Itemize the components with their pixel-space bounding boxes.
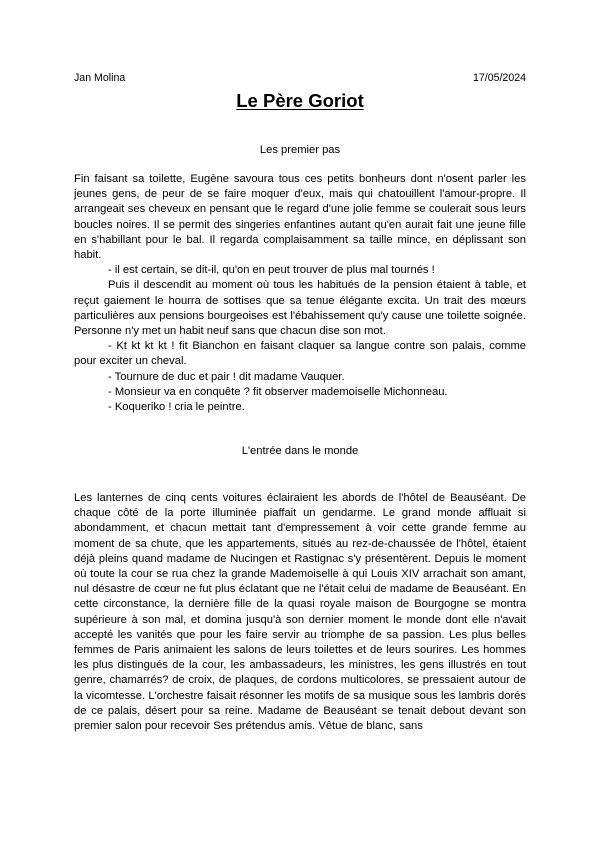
author-name: Jan Molina <box>74 72 126 84</box>
paragraph: Les lanternes de cinq cents voitures éclairaient les abords de l'hôtel de Beauséant. De chaque côté de la porte illuminée piaffait un gendarme. Le grand monde affluait si abondamment, et chacun mettait tant d'empressement à voir cette grande femme au moment de sa chute, que les appartements, situés au rez-de-chaussée de l'hôtel, étaient déjà pleins quand madame de Nucingen et Rastignac s'y présentèrent. Depuis le moment où toute la cour se rua chez la grande Mademoiselle à qui Louis XIV arrachait son amant, nul désastre de cœur ne fut plus éclatant que ne l'était celui de madame de Beauséant. En cette circonstance, la dernière fille de la quasi royale maison de Bourgogne se montra supérieure à son mal, et domina jusqu'à son dernier moment le monde dont elle n'avait accepté les vanités que pour les faire servir au triomphe de sa passion. Les plus belles femmes de Paris animaient les salons de leurs toilettes et de leurs sourires. Les hommes les plus distingués de la cour, les ambassadeurs, les ministres, les gens illustrés en tout genre, chamarrés? de croix, de plaques, de cordons multicolores, se pressaient autour de la vicomtesse. L'orchestre faisait résonner les motifs de sa musique sous les lambris dorés de ce palais, désert pour sa reine. Madame de Beauséant se tenait debout devant son premier salon pour recevoir Ses prétendus amis. Vêtue de blanc, sans <box>74 492 526 733</box>
document-date: 17/05/2024 <box>472 72 526 84</box>
dialogue-line: - Monsieur va en conquête ? fit observer mademoiselle Michonneau. <box>108 385 448 398</box>
paragraph: Fin faisant sa toilette, Eugène savoura tous ces petits bonheurs dont n'osent parler les jeunes gens, de peur de se faire moquer d'eux, mais qui chatouillent l'amour-propre. Il arrangeait ses cheveux en pensant que le regard d'une jolie femme se coulerait sous leurs boucles noires. Il se permit des singeries enfantines autant qu'en aurait fait une jeune fille en s'habillant pour le bal. Il regarda complaisamment sa taille mince, en déplissant son habit. <box>74 173 526 262</box>
dialogue-line: - il est certain, se dit-il, qu'on en peut trouver de plus mal tournés ! <box>108 264 435 277</box>
section-body-entry-into-society <box>74 491 526 734</box>
dialogue-line: - Tournure de duc et pair ! dit madame Vauquer. <box>108 370 345 383</box>
document-title: Le Père Goriot <box>236 90 364 111</box>
section-heading-first-steps: Les premier pas <box>259 144 341 156</box>
dialogue-line: - Koqueriko ! cria le peintre. <box>108 401 245 414</box>
section-body-first-steps <box>74 172 526 415</box>
paragraph: Puis il descendit au moment où tous les habitués de la pension étaient à table, et reçut gaiement le hourra de sottises que sa tenue élégante excita. Un trait des mœurs particulières aux pensions bourgeoises est l'ébahissement qu'y cause une toilette soignée. Personne n'y met un habit neuf sans que chacun dise son mot. <box>74 279 526 338</box>
page-header <box>74 72 526 85</box>
section-heading-entry-into-society: L'entrée dans le monde <box>241 445 359 457</box>
dialogue-line: - Kt kt kt kt ! fit Bianchon en faisant claquer sa langue contre son palais, comme pour exciter un cheval. <box>74 340 526 368</box>
